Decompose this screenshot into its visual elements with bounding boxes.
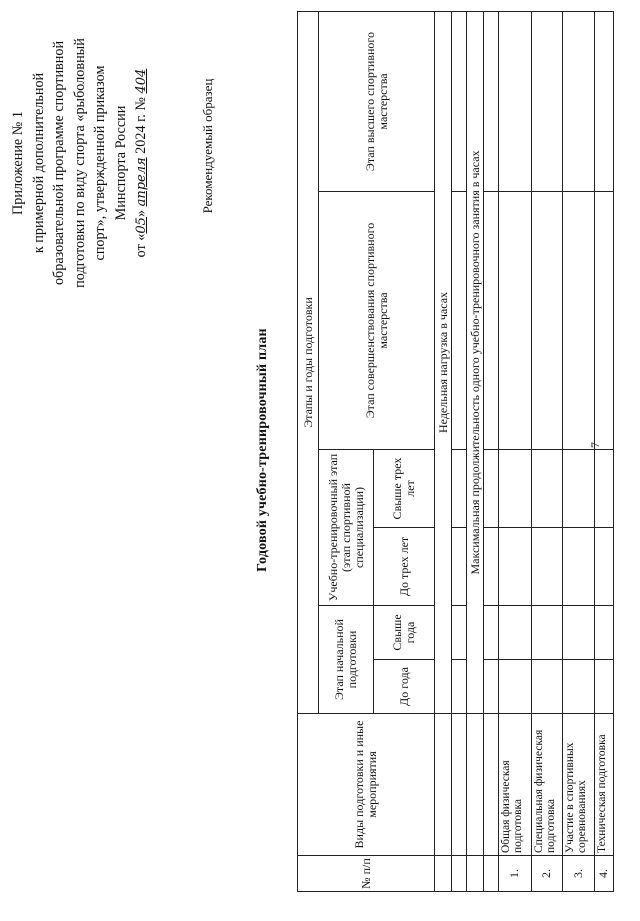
empty-cell: [498, 606, 531, 660]
page-number: 7: [588, 442, 602, 448]
max-duration-label: Максимальная продолжительность одного учебно-тренировочного занятия в часах: [467, 11, 484, 713]
row-label: Специальная физическая подготовка: [531, 714, 563, 856]
stage-higher: Этап высшего спортивного мастерства: [319, 11, 435, 191]
table-row: [498, 11, 531, 891]
order-month: апреля: [134, 157, 149, 207]
row-number: 2.: [531, 856, 563, 892]
header-number: № п/п: [298, 856, 435, 892]
row-number: 4.: [594, 856, 613, 892]
table-row: [531, 11, 563, 891]
stage-training: Учебно-тренировочный этап (этап спортивной специализации): [319, 450, 374, 606]
empty-cell: [498, 450, 531, 528]
sub-training-2: Свыше трех лет: [374, 450, 435, 528]
empty-cell: [563, 192, 595, 450]
empty-cell: [531, 528, 563, 606]
empty-cell: [435, 714, 452, 856]
empty-cell: [452, 606, 467, 660]
sub-training-1: До трех лет: [374, 528, 435, 606]
empty-cell: [563, 11, 595, 191]
empty-cell: [531, 192, 563, 450]
row-label: Участие в спортивных соревнованиях: [563, 714, 595, 856]
empty-cell: [483, 856, 498, 892]
row-number: 3.: [563, 856, 595, 892]
empty-cell: [483, 450, 498, 528]
empty-cell: [483, 660, 498, 714]
empty-cell: [594, 450, 613, 528]
empty-cell: [531, 11, 563, 191]
appendix-line: Приложение № 1: [10, 111, 26, 215]
appendix-line: образовательной программе спортивной: [51, 40, 67, 286]
order-prefix: от «: [133, 233, 149, 258]
row-label: Общая физическая подготовка: [498, 714, 531, 856]
max-duration-row: [467, 11, 484, 891]
table-row: [563, 11, 595, 891]
sub-initial-2: Свыше года: [374, 606, 435, 660]
rotated-page: [0, 6, 640, 906]
empty-cell: [563, 660, 595, 714]
empty-cell: [467, 856, 484, 892]
empty-cell: [498, 660, 531, 714]
appendix-line: подготовки по виду спорта «рыболовный: [71, 38, 88, 288]
empty-cell: [594, 606, 613, 660]
blank-row: [483, 11, 498, 891]
appendix-block: [8, 8, 153, 318]
page-title: Годовой учебно-тренировочный план: [255, 328, 270, 572]
empty-cell: [498, 192, 531, 450]
empty-cell: [498, 528, 531, 606]
empty-cell: [452, 11, 467, 191]
empty-cell: [563, 450, 595, 528]
empty-cell: [594, 660, 613, 714]
order-year: 2024 г. №: [133, 97, 149, 154]
empty-cell: [452, 856, 467, 892]
empty-cell: [594, 11, 613, 191]
empty-cell: [452, 450, 467, 528]
empty-cell: [435, 856, 452, 892]
table-row: [594, 11, 613, 891]
weekly-load-row: [435, 11, 452, 891]
empty-cell: [531, 450, 563, 528]
empty-cell: [594, 528, 613, 606]
row-label: Техническая подготовка: [594, 714, 613, 856]
empty-cell: [483, 11, 498, 191]
header-stages: Этапы и годы подготовки: [298, 11, 319, 713]
stage-initial: Этап начальной подготовки: [319, 606, 374, 714]
blank-row: [452, 11, 467, 891]
empty-cell: [531, 660, 563, 714]
empty-cell: [452, 714, 467, 856]
empty-cell: [563, 528, 595, 606]
empty-cell: [452, 192, 467, 450]
stage-improvement: Этап совершенствования спортивного мастерства: [319, 192, 435, 450]
order-date-line: [131, 8, 153, 318]
header-row: [298, 11, 319, 891]
header-types: Виды подготовки и иные мероприятия: [298, 714, 435, 856]
empty-cell: [467, 714, 484, 856]
order-number: 404: [134, 68, 149, 94]
empty-cell: [483, 528, 498, 606]
empty-cell: [483, 714, 498, 856]
empty-cell: [531, 606, 563, 660]
empty-cell: [594, 192, 613, 450]
empty-cell: [483, 606, 498, 660]
order-mid: »: [133, 209, 149, 218]
sub-initial-1: До года: [374, 660, 435, 714]
empty-cell: [452, 660, 467, 714]
appendix-line: к примерной дополнительной: [30, 72, 47, 254]
row-number: 1.: [498, 856, 531, 892]
weekly-load-label: Недельная нагрузка в часах: [435, 11, 452, 713]
empty-cell: [563, 606, 595, 660]
training-plan-table: [297, 11, 614, 892]
empty-cell: [498, 11, 531, 191]
order-day: 05: [134, 217, 149, 234]
empty-cell: [452, 528, 467, 606]
recommended-sample-note: Рекомендуемый образец: [200, 78, 215, 214]
appendix-line: спорт», утвержденной приказом: [92, 65, 108, 261]
empty-cell: [483, 192, 498, 450]
appendix-line: Минспорта России: [112, 105, 129, 221]
